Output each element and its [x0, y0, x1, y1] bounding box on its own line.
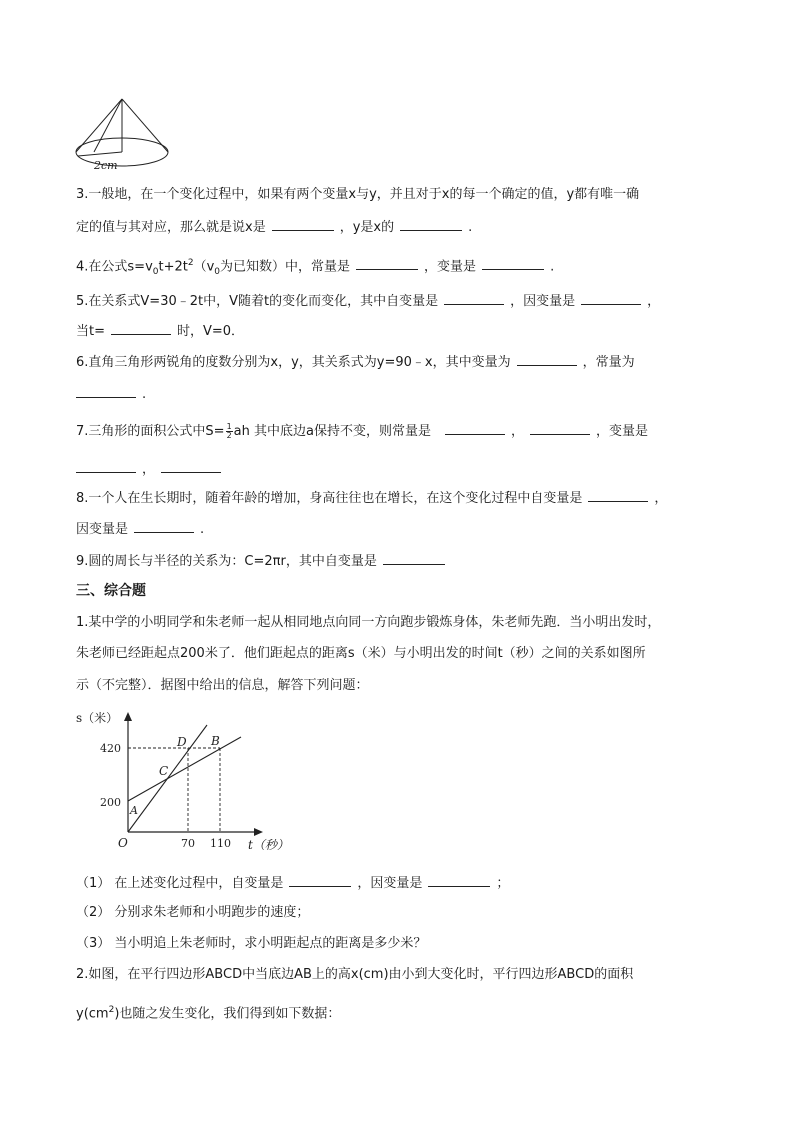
- answer-blank[interactable]: [383, 551, 445, 565]
- distance-time-graph: [74, 708, 304, 858]
- problem-1-line-2: 朱老师已经距起点200米了．他们距起点的距离s（米）与小明出发的时间t（秒）之间的关系如图所: [76, 646, 646, 661]
- problem-1-line-3: 示（不完整）．据图中给出的信息，解答下列问题：: [76, 678, 369, 693]
- answer-blank[interactable]: [588, 488, 648, 502]
- answer-blank[interactable]: [581, 291, 641, 305]
- cone-figure: [74, 96, 174, 176]
- cone-radius: [78, 152, 122, 156]
- problem-1-sub-1: （1） 在上述变化过程中，自变量是 ，因变量是 ；: [76, 873, 509, 893]
- problem-1-sub-3: （3） 当小明追上朱老师时，求小明距起点的距离是多少米？: [76, 936, 427, 951]
- section-heading: 三、综合题: [76, 583, 146, 599]
- cone-radius-label: 2cm: [94, 159, 118, 172]
- fraction-one-half: $\frac{1}{2}$: [226, 422, 232, 440]
- point-c-label: C: [159, 764, 169, 778]
- question-7-line-2: ，: [76, 459, 227, 479]
- problem-1-line-1: 1.某中学的小明同学和朱老师一起从相同地点向同一方向跑步锻炼身体，朱老师先跑．当小明出发时，: [76, 615, 661, 630]
- y-tick-420: 420: [100, 742, 121, 755]
- question-9: 9.圆的周长与半径的关系为：C=2πr，其中自变量是: [76, 551, 451, 571]
- cone-side-left: [76, 99, 122, 152]
- question-5-line-1: 5.在关系式V=30﹣2t中，V随着t的变化而变化，其中自变量是 ，因变量是 ，: [76, 291, 660, 311]
- question-5-line-2: 当t= 时，V=0．: [76, 321, 244, 341]
- answer-blank[interactable]: [530, 421, 590, 435]
- problem-2-line-1: 2.如图，在平行四边形ABCD中当底边AB上的高x(cm)由小到大变化时，平行四边形ABCD的面积: [76, 967, 634, 982]
- x-tick-70: 70: [181, 837, 195, 850]
- answer-blank[interactable]: [428, 873, 490, 887]
- question-8-line-2: 因变量是 .: [76, 519, 204, 539]
- cone-side-right: [122, 99, 168, 152]
- answer-blank[interactable]: [400, 217, 462, 231]
- x-tick-110: 110: [210, 837, 231, 850]
- cone-slant: [94, 99, 122, 152]
- answer-blank[interactable]: [76, 384, 136, 398]
- answer-blank[interactable]: [272, 217, 334, 231]
- y-axis-label: s（米）: [76, 711, 119, 725]
- point-a-label: A: [130, 804, 138, 817]
- answer-blank[interactable]: [482, 256, 544, 270]
- question-7-line-1: 7.三角形的面积公式中S= $\frac{1}{2}$ ah 其中底边a保持不变，则常量是 ， ，变量是: [76, 422, 648, 440]
- origin-label: O: [118, 836, 128, 850]
- question-6-line-1: 6.直角三角形两锐角的度数分别为x，y，其关系式为y=90﹣x，其中变量为 ，常量为: [76, 352, 635, 372]
- answer-blank[interactable]: [445, 421, 505, 435]
- answer-blank[interactable]: [444, 291, 504, 305]
- question-4: 4.在公式$s=v_0t+2t^2(v_0$为已知数）中，常量是 ，变量是 .: [76, 258, 555, 277]
- point-b-label: B: [211, 734, 220, 748]
- question-6-line-2: .: [76, 384, 146, 404]
- answer-blank[interactable]: [111, 321, 171, 335]
- answer-blank[interactable]: [161, 459, 221, 473]
- y-tick-200: 200: [100, 796, 121, 809]
- question-3-line-1: 3.一般地，在一个变化过程中，如果有两个变量x与y，并且对于x的每一个确定的值，y都有唯一确: [76, 187, 640, 202]
- answer-blank[interactable]: [134, 519, 194, 533]
- answer-blank[interactable]: [76, 459, 136, 473]
- point-d-label: D: [177, 735, 187, 749]
- answer-blank[interactable]: [517, 352, 577, 366]
- question-8-line-1: 8.一个人在生长期时，随着年龄的增加，身高往往也在增长，在这个变化过程中自变量是 ，: [76, 488, 667, 508]
- y-axis-arrow: [124, 712, 132, 721]
- x-axis-label: t（秒）: [248, 838, 289, 852]
- student-line: [128, 725, 207, 832]
- x-axis-arrow: [254, 828, 263, 836]
- problem-1-sub-2: （2） 分别求朱老师和小明跑步的速度；: [76, 905, 310, 920]
- problem-2-line-2: $y(cm^2)$也随之发生变化，我们得到如下数据：: [76, 1005, 341, 1022]
- question-3-line-2: 定的值与其对应，那么就是说x是 ，y是x的 .: [76, 217, 472, 237]
- answer-blank[interactable]: [289, 873, 351, 887]
- answer-blank[interactable]: [356, 256, 418, 270]
